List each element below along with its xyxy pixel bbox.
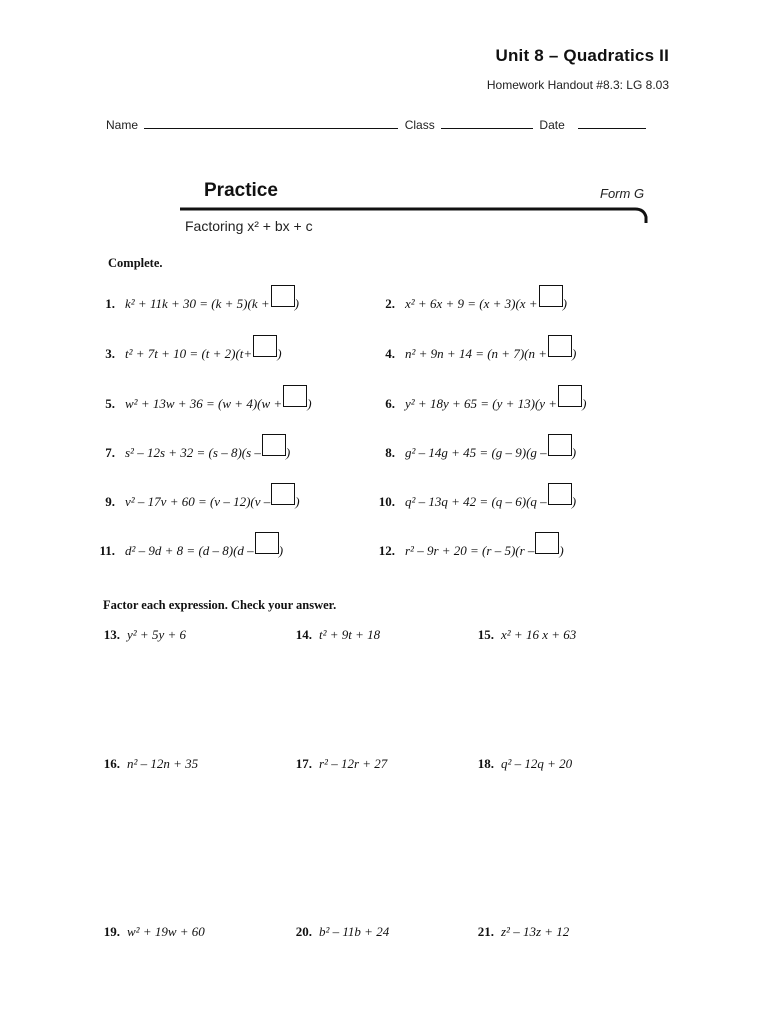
answer-box[interactable]	[255, 532, 279, 554]
problem-number: 8.	[385, 445, 395, 460]
factor-problem-15	[468, 627, 576, 643]
factor-label: Factor each expression. Check your answer.	[103, 598, 337, 612]
handout-label: Homework Handout #8.3: LG 8.03	[486, 78, 669, 92]
problem-number: 11.	[99, 543, 115, 558]
name-label: Name	[106, 118, 139, 132]
problem-number: 13.	[103, 627, 120, 642]
problem-6	[373, 396, 586, 412]
answer-box[interactable]	[539, 285, 563, 307]
answer-box[interactable]	[548, 335, 572, 357]
answer-box[interactable]	[283, 385, 307, 407]
close-paren: )	[307, 396, 312, 411]
problem-expression: q² – 12q + 20	[501, 756, 573, 771]
name-class-date-line	[106, 118, 649, 132]
problem-7	[95, 445, 290, 461]
close-paren: )	[285, 445, 291, 460]
problem-equation: g² – 14g + 45 = (g – 9)(g –	[405, 445, 547, 460]
problem-expression: n² – 12n + 35	[127, 756, 199, 771]
unit-title: Unit 8 – Quadratics II	[495, 46, 669, 65]
problem-equation: s² – 12s + 32 = (s – 8)(s –	[125, 445, 261, 460]
problem-equation: d² – 9d + 8 = (d – 8)(d –	[125, 543, 254, 558]
factor-problem-17	[286, 756, 387, 772]
class-blank[interactable]	[441, 118, 533, 129]
close-paren: )	[571, 445, 577, 460]
factor-problem-16	[94, 756, 198, 772]
answer-box[interactable]	[548, 483, 572, 505]
problem-number: 12.	[378, 543, 395, 558]
factor-problem-14	[286, 627, 380, 643]
problem-equation: v² – 17v + 60 = (v – 12)(v –	[125, 494, 271, 509]
problem-number: 15.	[477, 627, 494, 642]
problem-expression: w² + 19w + 60	[127, 924, 205, 939]
problem-number: 4.	[385, 346, 395, 361]
problem-12	[373, 543, 564, 559]
factor-problem-21	[468, 924, 569, 940]
problem-number: 7.	[105, 445, 115, 460]
problem-expression: r² – 12r + 27	[319, 756, 388, 771]
form-label: Form G	[600, 186, 645, 201]
close-paren: )	[572, 346, 577, 361]
problem-3	[95, 346, 282, 362]
banner-subtitle: Factoring x² + bx + c	[185, 218, 313, 234]
problem-10	[373, 494, 576, 510]
problem-number: 10.	[378, 494, 395, 509]
practice-title: Practice	[204, 180, 278, 201]
answer-box[interactable]	[271, 285, 295, 307]
problem-equation: n² + 9n + 14 = (n + 7)(n +	[405, 346, 547, 361]
date-blank[interactable]	[578, 118, 646, 129]
date-label: Date	[539, 118, 565, 132]
answer-box[interactable]	[271, 483, 295, 505]
problem-1	[95, 296, 299, 312]
close-paren: )	[295, 494, 300, 509]
name-blank[interactable]	[144, 118, 398, 129]
close-paren: )	[582, 396, 587, 411]
problem-number: 19.	[103, 924, 120, 939]
problem-number: 3.	[105, 346, 115, 361]
problem-number: 1.	[105, 296, 115, 311]
close-paren: )	[277, 346, 282, 361]
problem-2	[373, 296, 567, 312]
problem-equation: y² + 18y + 65 = (y + 13)(y +	[405, 396, 558, 411]
problem-expression: z² – 13z + 12	[501, 924, 570, 939]
problem-11	[95, 543, 283, 559]
problem-number: 14.	[295, 627, 312, 642]
problem-4	[373, 346, 576, 362]
close-paren: )	[571, 494, 577, 509]
answer-box[interactable]	[535, 532, 559, 554]
complete-label: Complete.	[108, 256, 163, 270]
close-paren: )	[559, 543, 564, 558]
answer-box[interactable]	[558, 385, 582, 407]
problem-number: 20.	[295, 924, 312, 939]
problem-number: 9.	[105, 494, 115, 509]
problem-equation: w² + 13w + 36 = (w + 4)(w +	[125, 396, 283, 411]
problem-equation: x² + 6x + 9 = (x + 3)(x +	[405, 296, 538, 311]
close-paren: )	[294, 296, 299, 311]
problem-number: 2.	[385, 296, 395, 311]
problem-expression: y² + 5y + 6	[127, 627, 186, 642]
answer-box[interactable]	[548, 434, 572, 456]
close-paren: )	[278, 543, 284, 558]
problem-equation: t² + 7t + 10 = (t + 2)(t+	[125, 346, 253, 361]
problem-expression: b² – 11b + 24	[319, 924, 390, 939]
problem-equation: r² – 9r + 20 = (r – 5)(r –	[405, 543, 535, 558]
problem-number: 6.	[385, 396, 395, 411]
answer-box[interactable]	[253, 335, 277, 357]
problem-number: 16.	[103, 756, 120, 771]
problem-number: 5.	[105, 396, 115, 411]
problem-expression: t² + 9t + 18	[319, 627, 381, 642]
problem-9	[95, 494, 300, 510]
problem-number: 18.	[477, 756, 494, 771]
factor-problem-19	[94, 924, 205, 940]
factor-problem-18	[468, 756, 572, 772]
close-paren: )	[562, 296, 567, 311]
class-label: Class	[404, 118, 435, 132]
problem-5	[95, 396, 312, 412]
problem-8	[373, 445, 576, 461]
problem-number: 21.	[477, 924, 494, 939]
problem-equation: q² – 13q + 42 = (q – 6)(q –	[405, 494, 547, 509]
answer-box[interactable]	[262, 434, 286, 456]
problem-equation: k² + 11k + 30 = (k + 5)(k +	[125, 296, 270, 311]
factor-problem-20	[286, 924, 389, 940]
factor-problem-13	[94, 627, 186, 643]
problem-number: 17.	[295, 756, 312, 771]
problem-expression: x² + 16 x + 63	[501, 627, 577, 642]
